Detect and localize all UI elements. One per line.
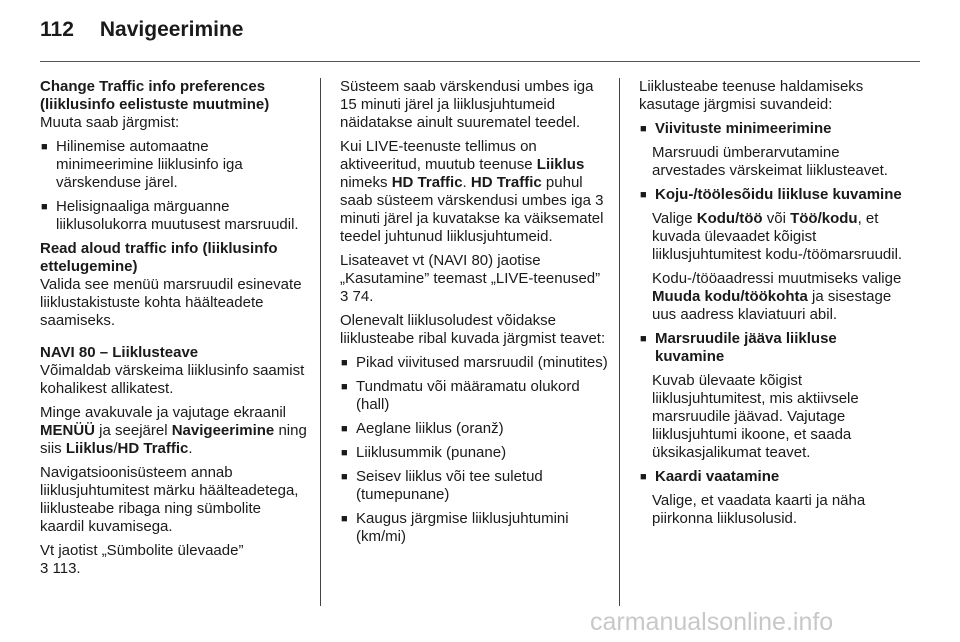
hd-traffic-term: HD Traffic	[117, 440, 189, 457]
column-1	[40, 78, 308, 584]
list-item: ■ Liiklusummik (punane)	[340, 444, 608, 462]
option-view-map: ■ Kaardi vaatamine	[639, 468, 907, 486]
section-heading-read-aloud: Read aloud traffic info (liiklusinfo ettelugemine)	[40, 240, 278, 275]
header-rule	[40, 61, 920, 62]
paragraph-menu-path: Minge avakuvale ja vajutage ekraanil MENÜÜ ja seejärel Navigeerimine ning siis Liiklus/HD Traffic.	[40, 404, 307, 457]
options-list	[639, 120, 907, 138]
list-item: ■ Aeglane liiklus (oranž)	[340, 420, 608, 438]
list-item: ■ Hilinemise automaatne minimeerimine liiklusinfo iga värskenduse järel.	[40, 138, 308, 192]
options-list	[639, 330, 907, 366]
option-description: Valige, et vaadata kaarti ja näha piirkonna liiklusolusid.	[652, 492, 866, 527]
menu-term: MENÜÜ	[40, 422, 95, 439]
page-reference: 3 113.	[40, 560, 81, 577]
change-home-work-term: Muuda kodu/töökohta	[652, 288, 808, 305]
page-reference: 3 74.	[340, 288, 374, 305]
options-list	[639, 468, 907, 486]
work-home-term: Töö/kodu	[790, 210, 858, 227]
column-divider	[320, 78, 321, 606]
paragraph: Muuta saab järgmist:	[40, 114, 180, 131]
traffic-term: Liiklus	[536, 156, 585, 173]
home-work-term: Kodu/töö	[696, 210, 763, 227]
paragraph-live-services: Kui LIVE-teenuste tellimus on aktiveeritud, muutub teenuse Liiklus nimeks HD Traffic. HD Traffic puhul saab süsteem värskendusi umbes iga 3 minuti järel ja kuvatakse ka väiksematel teedel juhtunud liiklusjuhtumeid.	[340, 138, 604, 245]
section-heading-navi80-traffic: NAVI 80 – Liiklusteave	[40, 344, 199, 361]
option-description: Valige Kodu/töö või Töö/kodu, et kuvada ülevaadet kõigist liiklusjuhtumitest kodu-/töömarsruudil.	[652, 210, 903, 263]
option-minimize-delays: ■ Viivituste minimeerimine	[639, 120, 907, 138]
traffic-term: Liiklus	[65, 440, 114, 457]
traffic-bar-info-list	[340, 354, 608, 546]
column-divider	[619, 78, 620, 606]
page-title: Navigeerimine	[99, 18, 244, 41]
list-item: ■ Tundmatu või määramatu olukord (hall)	[340, 378, 608, 414]
option-commute-traffic: ■ Koju-/töölesõidu liikluse kuvamine	[639, 186, 907, 204]
watermark: carmanualsonline.info	[590, 608, 834, 636]
paragraph: Olenevalt liiklusoludest võidakse liiklusteabe ribal kuvada järgmist teavet:	[340, 312, 606, 347]
paragraph: Süsteem saab värskendusi umbes iga 15 minuti järel ja liiklusjuhtumeid näidatakse ainult suurematel teedel.	[340, 78, 594, 131]
paragraph: Liiklusteabe teenuse haldamiseks kasutage järgmisi suvandeid:	[639, 78, 864, 113]
option-description: Marsruudi ümberarvutamine arvestades värskeimat liiklusteavet.	[652, 144, 888, 179]
list-item: ■ Pikad viivitused marsruudil (minutites)	[340, 354, 608, 372]
column-3	[639, 78, 907, 534]
bullet-list	[40, 138, 308, 234]
options-list	[639, 186, 907, 204]
option-description: Kodu-/tööaadressi muutmiseks valige Muuda kodu/töökohta ja sisestage uus aadress klaviatuuri abil.	[652, 270, 902, 323]
paragraph: Valida see menüü marsruudil esinevate liiklustakistuste kohta häälteadete saamiseks.	[40, 276, 302, 329]
section-heading-traffic-preferences: Change Traffic info preferences (liiklusinfo eelistuste muutmine)	[40, 78, 270, 113]
page-number: 112	[40, 18, 74, 41]
paragraph-reference: Lisateavet vt (NAVI 80) jaotise „Kasutamine” teemast „LIVE-teenused” 3 74.	[340, 252, 601, 305]
paragraph: Võimaldab värskeima liiklusinfo saamist kohalikest allikatest.	[40, 362, 305, 397]
paragraph: Navigatsioonisüsteem annab liiklusjuhtumitest märku häälteadetega, liiklusteabe ribaga ning sümbolite kaardil kuvamisega.	[40, 464, 299, 535]
list-item: ■ Kaugus järgmise liiklusjuhtumini (km/mi)	[340, 510, 608, 546]
page-header	[40, 18, 243, 42]
hd-traffic-term: HD Traffic	[391, 174, 463, 191]
column-2	[340, 78, 608, 552]
option-route-traffic: ■ Marsruudile jääva liikluse kuvamine	[639, 330, 907, 366]
paragraph-reference: Vt jaotist „Sümbolite ülevaade” 3 113.	[40, 542, 244, 577]
list-item: ■ Helisignaaliga märguanne liiklusolukorra muutusest marsruudil.	[40, 198, 308, 234]
navigation-term: Navigeerimine	[171, 422, 275, 439]
hd-traffic-term: HD Traffic	[470, 174, 542, 191]
option-description: Kuvab ülevaate kõigist liiklusjuhtumitest, mis aktiivsele marsruudile jäävad. Vajutage liiklusjuhtumi ikoone, et saada üksikasjalikumat teavet.	[652, 372, 859, 461]
list-item: ■ Seisev liiklus või tee suletud (tumepunane)	[340, 468, 608, 504]
